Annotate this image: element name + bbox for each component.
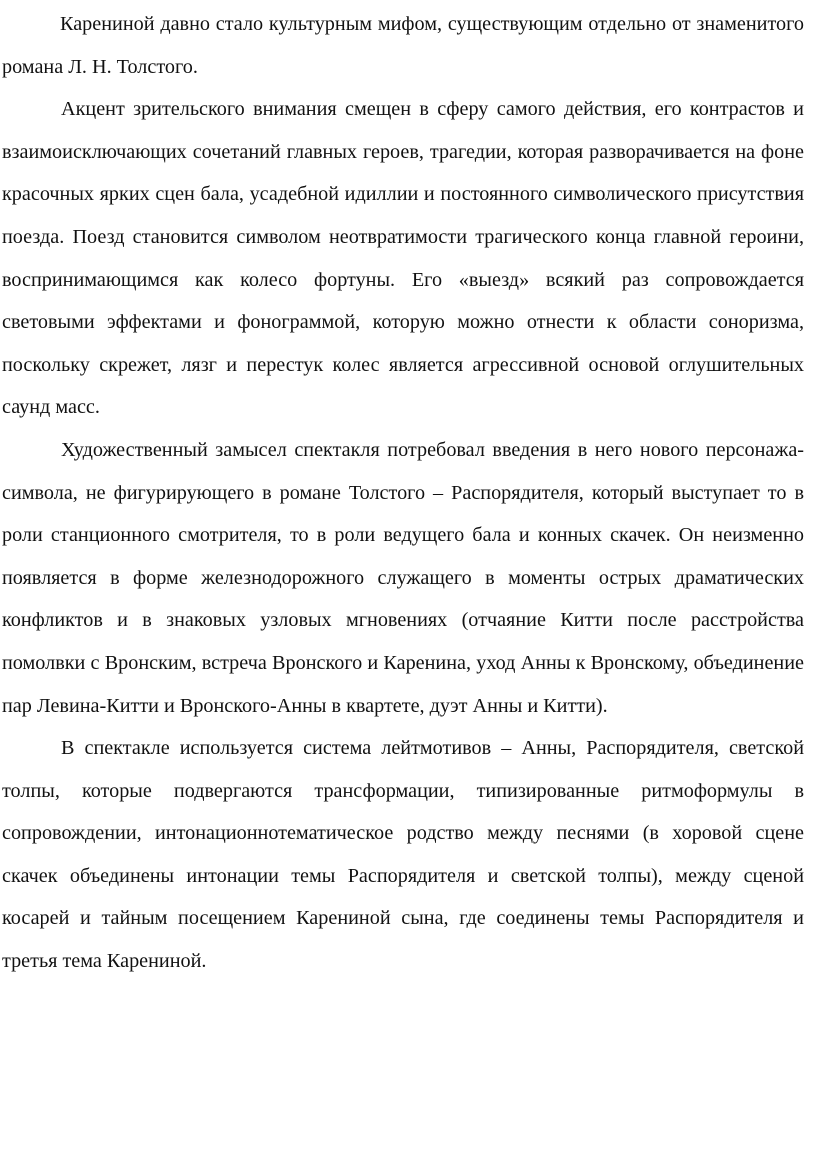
paragraph-steward-character: Художественный замысел спектакля потребовал введения в него нового персонажа-символа, не фигурирующего в романе Толстого – Распорядителя, который выступает то в роли станционного смотрителя, то в роли ведущего бала и конных скачек. Он неизменно появляется в форме железнодорожного служащего в моменты острых драматических конфликтов и в знаковых узловых мгновениях (отчаяние Китти после расстройства помолвки с Вронским, встреча Вронского и Каренина, уход Анны к Вронскому, объединение пар Левина-Китти и Вронского-Анны в квартете, дуэт Анны и Китти).	[2, 438, 804, 717]
paragraph-leitmotifs: В спектакле используется система лейтмотивов – Анны, Распорядителя, светской толпы, которые подвергаются трансформации, типизированные ритмоформулы в сопровождении, интонационнотематическое родство между песнями (в хоровой сцене скачек объединены интонации темы Распорядителя и светской толпы), между сценой косарей и тайным посещением Карениной сына, где соединены темы Распорядителя и третья тема Карениной.	[2, 737, 804, 973]
paragraph-train-symbol: Акцент зрительского внимания смещен в сферу самого действия, его контрастов и взаимоисключающих сочетаний главных героев, трагедии, которая разворачивается на фоне красочных ярких сцен бала, усадебной идиллии и постоянного символического присутствия поезда. Поезд становится символом неотвратимости трагического конца главной героини, воспринимающимся как колесо фортуны. Его «выезд» всякий раз сопровождается световыми эффектами и фонограммой, которую можно отнести к области соноризма, поскольку скрежет, лязг и перестук колес является агрессивной основой оглушительных саунд масс.	[2, 98, 804, 419]
paragraph-continuation: Карениной давно стало культурным мифом, существующим отдельно от знаменитого романа Л. Н. Толстого.	[2, 13, 804, 78]
